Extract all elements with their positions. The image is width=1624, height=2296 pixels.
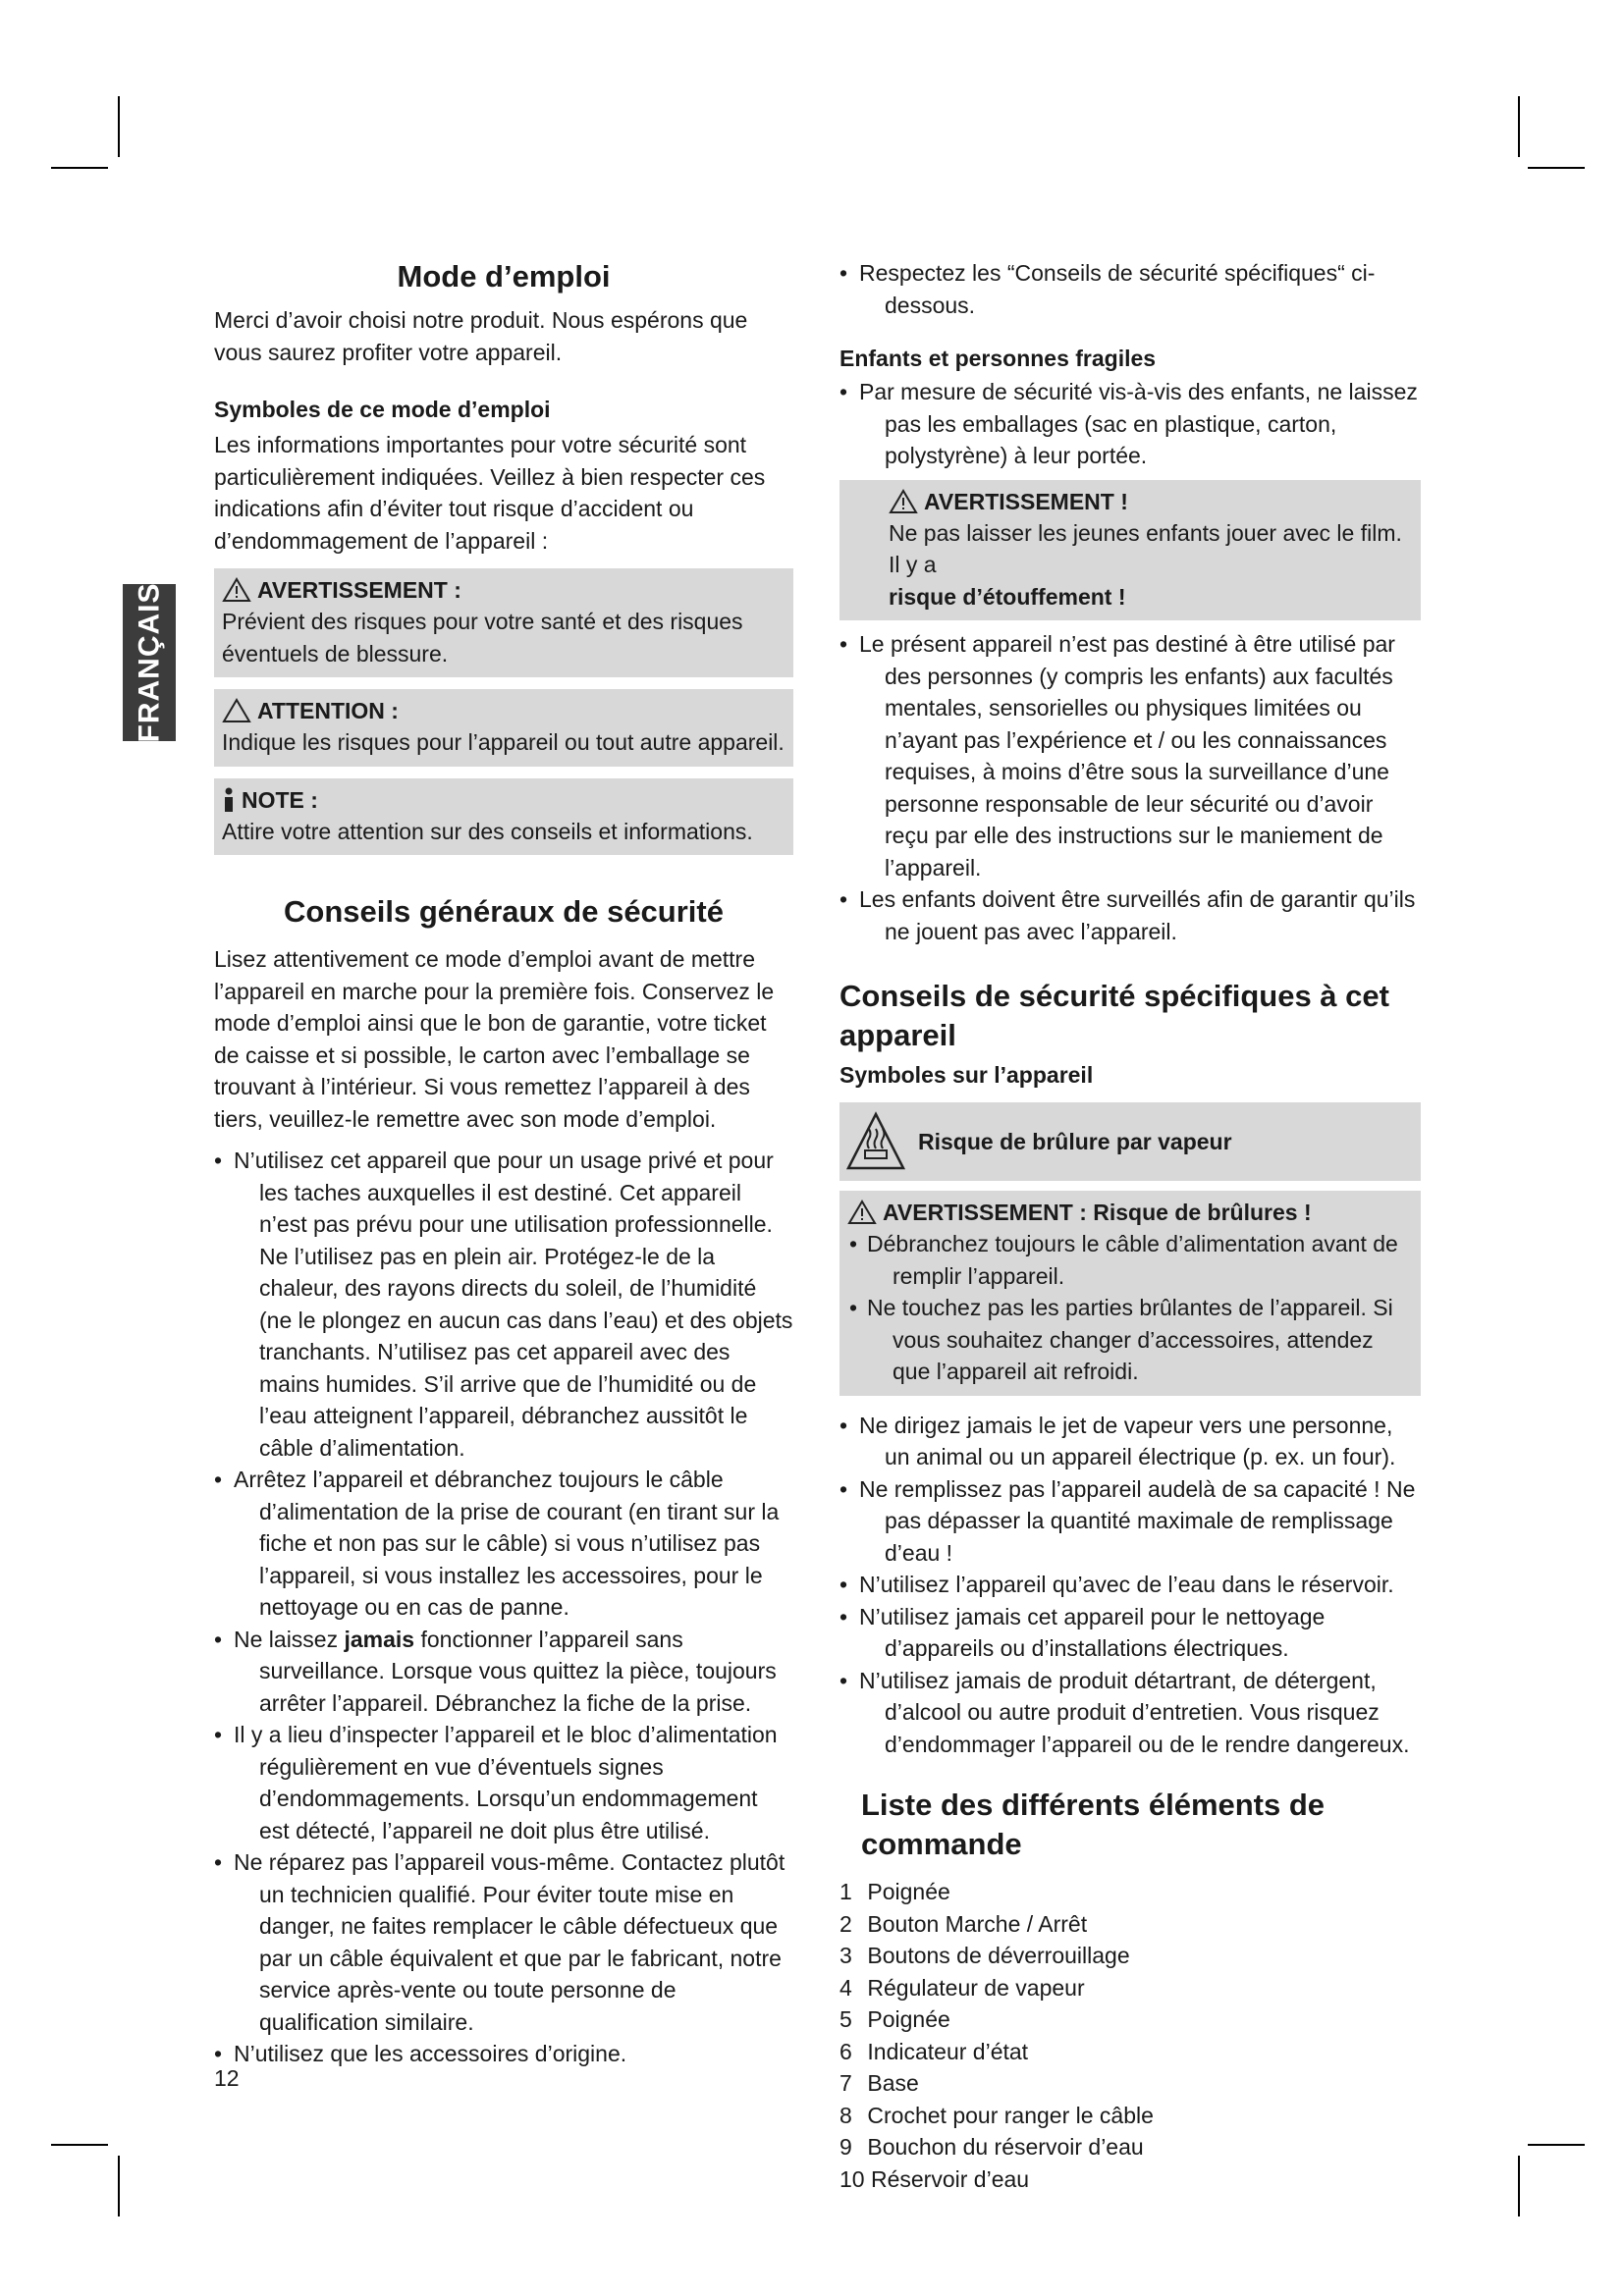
list-item: • Ne réparez pas l’appareil vous-même. Contactez plutôt un technicien qualifié. Pour éviter toute mise en danger, ne faites remplacer le câble défectueux que par un câble équivalent et que par le fabricant, notre service après-vente ou toute personne de qualification similaire. xyxy=(214,1846,793,2038)
children-warning-title: AVERTISSEMENT ! xyxy=(924,488,1128,514)
steam-symbol-box xyxy=(839,1102,1421,1181)
note-box xyxy=(214,778,793,856)
attention-box-text: Indique les risques pour l’appareil ou tout autre appareil. xyxy=(222,729,785,755)
crop-mark xyxy=(1528,2144,1585,2146)
children-warning-text: Ne pas laisser les jeunes enfants jouer avec le film. Il y a xyxy=(889,519,1402,577)
children-heading: Enfants et personnes fragiles xyxy=(839,346,1157,371)
list-item: 2 Bouton Marche / Arrêt xyxy=(839,1910,1088,1937)
language-tab xyxy=(123,584,176,741)
note-box-text: Attire votre attention sur des conseils et informations. xyxy=(222,818,753,844)
list-item: • N’utilisez que les accessoires d’origine. xyxy=(214,2038,793,2070)
children-warning-bold: risque d’étouffement ! xyxy=(889,583,1126,610)
symbols-heading: Symboles de ce mode d’emploi xyxy=(214,397,551,422)
list-item: • Les enfants doivent être surveillés afin de garantir qu’ils ne jouent pas avec l’appareil. xyxy=(839,883,1421,947)
list-item: • N’utilisez l’appareil qu’avec de l’eau dans le réservoir. xyxy=(839,1569,1421,1601)
children-bullets xyxy=(839,628,1421,947)
page-number: 12 xyxy=(214,2065,240,2091)
bullet-suffix: fonctionner l’appareil sans surveillance. xyxy=(259,1626,683,1683)
list-item: 10 Réservoir d’eau xyxy=(839,2165,1030,2192)
general-safety-list xyxy=(214,1145,793,2070)
warning-triangle-icon xyxy=(222,577,251,603)
right-column xyxy=(839,257,1421,2195)
top-list xyxy=(839,257,1421,321)
steam-symbol-label: Risque de brûlure par vapeur xyxy=(918,1129,1232,1154)
bullet-prefix: Ne laissez xyxy=(234,1626,345,1652)
intro-text: Merci d’avoir choisi notre produit. Nous espérons que vous saurez profiter votre appareil. xyxy=(214,307,748,365)
crop-mark xyxy=(118,96,120,157)
bullet-bold: jamais xyxy=(344,1626,415,1652)
crop-mark xyxy=(51,2144,108,2146)
general-safety-heading: Conseils généraux de sécurité xyxy=(284,894,724,929)
warning-box-text: Prévient des risques pour votre santé et des risques éventuels de blessure. xyxy=(222,609,743,667)
crop-mark xyxy=(1528,167,1585,169)
list-item: 7 Base xyxy=(839,2070,919,2096)
bullet-continuation: Lorsque vous quittez la pièce, toujours arrêter l’appareil. Débranchez la fiche de la prise. xyxy=(259,1658,777,1716)
list-item: • N’utilisez cet appareil que pour un usage privé et pour les taches auxquelles il est destiné. Cet appareil n’est pas prévu pour une utilisation professionnelle. Ne l’utilisez pas en plein air. Protégez-le de la chaleur, des rayons directs du soleil, de l’humidité (ne le plongez en aucun cas dans l’eau) et des objets tranchants. N’utilisez pas cet appareil avec des mains humides. S’il arrive que de l’humidité ou de l’eau atteignent l’appareil, débranchez aussitôt le câble d’alimentation. xyxy=(214,1145,793,1464)
crop-mark xyxy=(1518,96,1520,157)
crop-mark xyxy=(51,167,108,169)
warning-triangle-icon xyxy=(847,1200,877,1225)
list-item: • N’utilisez jamais de produit détartrant, de détergent, d’alcool ou autre produit d’entretien. Vous risquez d’endommager l’appareil ou de le rendre dangereux. xyxy=(839,1665,1421,1761)
list-item: • Arrêtez l’appareil et débranchez toujours le câble d’alimentation de la prise de courant (en tirant sur la fiche et non pas sur le câble) si vous n’utilisez pas l’appareil, si vous installez les accessoires, pour le nettoyage ou en cas de panne. xyxy=(214,1464,793,1624)
warning-box xyxy=(214,568,793,677)
crop-mark xyxy=(1518,2156,1520,2216)
burn-warning-list xyxy=(849,1228,1413,1388)
left-column xyxy=(214,257,793,2070)
info-icon xyxy=(222,787,236,813)
general-safety-text: Lisez attentivement ce mode d’emploi avant de mettre l’appareil en marche pour la première fois. Conservez le mode d’emploi ainsi que le bon de garantie, votre ticket de caisse et si possible, le carton avec l’emballage se trouvant à l’intérieur. Si vous remettez l’appareil à des tiers, veuillez-le remettre avec son mode d’emploi. xyxy=(214,946,775,1132)
language-label: FRANÇAIS xyxy=(133,582,165,743)
list-item: 3 Boutons de déverrouillage xyxy=(839,1943,1130,1968)
controls-list xyxy=(839,1876,1421,2195)
list-item: • N’utilisez jamais cet appareil pour le nettoyage d’appareils ou d’installations électriques. xyxy=(839,1601,1421,1665)
attention-box-title: ATTENTION : xyxy=(257,698,399,723)
list-item: • Respectez les “Conseils de sécurité spécifiques“ ci-dessous. xyxy=(839,257,1421,321)
list-item: • Il y a lieu d’inspecter l’appareil et le bloc d’alimentation régulièrement en vue d’éventuels signes d’endommagements. Lorsqu’un endommagement est détecté, l’appareil ne doit plus être utilisé. xyxy=(214,1719,793,1846)
list-item: 6 Indicateur d’état xyxy=(839,2038,1029,2064)
controls-heading: Liste des différents éléments de commande xyxy=(861,1788,1326,1861)
children-warning-box xyxy=(839,480,1421,621)
list-item: 1 Poignée xyxy=(839,1879,950,1904)
list-item: 4 Régulateur de vapeur xyxy=(839,1974,1085,2001)
list-item: • Débranchez toujours le câble d’alimentation avant de remplir l’appareil. xyxy=(849,1228,1413,1292)
page-title: Mode d’emploi xyxy=(397,259,611,294)
attention-triangle-icon xyxy=(222,698,251,723)
crop-mark xyxy=(118,2156,120,2216)
list-item: 9 Bouchon du réservoir d’eau xyxy=(839,2134,1144,2160)
list-item xyxy=(214,1624,793,1720)
list-item: • Par mesure de sécurité vis-à-vis des enfants, ne laissez pas les emballages (sac en plastique, carton, polystyrène) à leur portée. xyxy=(839,376,1421,472)
list-item: 5 Poignée xyxy=(839,2006,950,2032)
attention-box xyxy=(214,689,793,767)
steam-burn-icon xyxy=(845,1111,906,1172)
list-item: 8 Crochet pour ranger le câble xyxy=(839,2102,1154,2128)
warning-triangle-icon xyxy=(889,489,918,514)
symbols-text: Les informations importantes pour votre sécurité sont particulièrement indiquées. Veillez à bien respecter ces indications afin d’éviter tout risque d’accident ou d’endommagement de l’appareil : xyxy=(214,432,766,554)
device-symbols-heading: Symboles sur l’appareil xyxy=(839,1062,1094,1088)
children-list xyxy=(839,376,1421,472)
note-box-title: NOTE : xyxy=(242,786,318,813)
warning-box-title: AVERTISSEMENT : xyxy=(257,577,461,603)
list-item: • Ne dirigez jamais le jet de vapeur vers une personne, un animal ou un appareil électrique (p. ex. un four). xyxy=(839,1410,1421,1473)
list-item: • Le présent appareil n’est pas destiné à être utilisé par des personnes (y compris les enfants) aux facultés mentales, sensorielles ou physiques limitées ou n’ayant pas l’expérience et / ou les connaissances requises, à moins d’être sous la surveillance d’une personne responsable de leur sécurité ou d’avoir reçu par elle des instructions sur le maniement de l’appareil. xyxy=(839,628,1421,883)
list-item: • Ne touchez pas les parties brûlantes de l’appareil. Si vous souhaitez changer d’accessoires, attendez que l’appareil ait refroidi. xyxy=(849,1292,1413,1388)
specific-safety-heading: Conseils de sécurité spécifiques à cet appareil xyxy=(839,979,1389,1052)
list-item: • Ne remplissez pas l’appareil audelà de sa capacité ! Ne pas dépasser la quantité maximale de remplissage d’eau ! xyxy=(839,1473,1421,1570)
specific-safety-list xyxy=(839,1410,1421,1761)
burn-warning-box xyxy=(839,1191,1421,1396)
burn-warning-title: AVERTISSEMENT : Risque de brûlures ! xyxy=(883,1200,1312,1225)
